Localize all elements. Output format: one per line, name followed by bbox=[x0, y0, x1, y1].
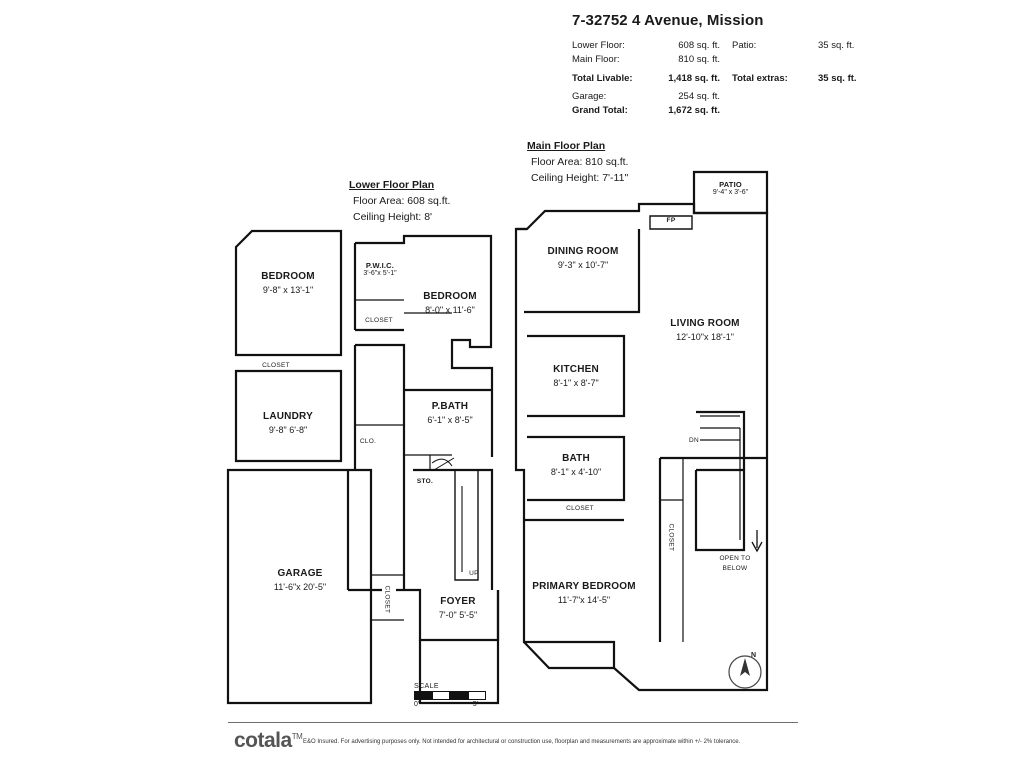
room-name: LIVING ROOM bbox=[670, 318, 740, 329]
scale-min: 0' bbox=[414, 701, 420, 708]
room-name: KITCHEN bbox=[553, 364, 599, 375]
room-label-kitchen bbox=[528, 363, 624, 389]
compass-icon bbox=[729, 656, 761, 688]
room-dims: 9'-8" x 13'-1" bbox=[262, 284, 314, 295]
scale-max: 5' bbox=[472, 701, 478, 708]
label-down: DN bbox=[689, 437, 699, 444]
area-label: Garage: bbox=[572, 91, 607, 103]
room-dims: 9'-3" x 10'-7" bbox=[557, 259, 609, 270]
room-name: PRIMARY BEDROOM bbox=[532, 581, 636, 592]
room-dims: 9'-4" x 3'-6" bbox=[712, 189, 749, 196]
label-clo: CLO. bbox=[359, 438, 377, 445]
lower-floor-ceiling: Ceiling Height: 8' bbox=[353, 210, 433, 223]
room-label-foyer bbox=[418, 595, 498, 621]
room-name: P.W.I.C. bbox=[365, 261, 395, 270]
room-label-living-room bbox=[641, 317, 769, 343]
room-label-garage bbox=[240, 567, 360, 593]
room-dims: 3'-6"x 5'-1" bbox=[363, 270, 397, 277]
room-dims: 9'-8" 6'-8" bbox=[268, 424, 308, 435]
room-name: FOYER bbox=[440, 596, 476, 607]
room-name: BEDROOM bbox=[423, 291, 477, 302]
room-name: P.BATH bbox=[431, 401, 469, 412]
room-dims: 11'-7"x 14'-5" bbox=[557, 594, 611, 605]
area-value: 1,418 sq. ft. bbox=[668, 72, 720, 84]
room-label-powder-bath bbox=[404, 400, 496, 426]
scale-segment bbox=[432, 691, 450, 700]
page-title: 7-32752 4 Avenue, Mission bbox=[572, 12, 764, 29]
footer-divider bbox=[228, 722, 798, 723]
label-storage: STO. bbox=[416, 478, 434, 485]
main-floor-plan-title: Main Floor Plan bbox=[527, 140, 606, 152]
room-name: DINING ROOM bbox=[547, 246, 619, 257]
extra-value: 35 sq. ft. bbox=[818, 72, 857, 84]
scale-numbers bbox=[414, 701, 478, 708]
lower-floor-area: Floor Area: 608 sq.ft. bbox=[353, 194, 451, 207]
room-label-patio bbox=[694, 180, 767, 196]
area-label: Grand Total: bbox=[572, 105, 628, 117]
room-label-primary-bedroom bbox=[514, 580, 654, 606]
label-closet-main: CLOSET bbox=[566, 505, 594, 512]
room-label-laundry bbox=[238, 410, 338, 436]
logo-text: cotala bbox=[234, 729, 292, 752]
room-dims: 12'-10"x 18'-1" bbox=[676, 331, 734, 342]
room-label-dining-room bbox=[528, 245, 638, 271]
room-dims: 7'-0" 5'-5" bbox=[438, 609, 478, 620]
room-dims: 8'-0" x 11'-6" bbox=[425, 304, 475, 315]
scale-segment bbox=[414, 691, 432, 700]
room-name: GARAGE bbox=[277, 568, 323, 579]
main-floor-ceiling: Ceiling Height: 7'-11" bbox=[531, 171, 629, 184]
label-closet-bedroom1: CLOSET bbox=[262, 362, 290, 369]
scale-segment bbox=[450, 691, 468, 700]
area-value: 254 sq. ft. bbox=[678, 91, 720, 103]
area-label: Total Livable: bbox=[572, 72, 633, 84]
room-name: LAUNDRY bbox=[263, 411, 313, 422]
room-label-pwic bbox=[357, 261, 403, 279]
room-dims: 6'-1" x 8'-5" bbox=[427, 414, 473, 425]
open-to-below-line2: BELOW bbox=[722, 564, 748, 572]
room-label-bedroom-lower-2 bbox=[400, 290, 500, 316]
label-closet-side: CLOSET bbox=[667, 523, 675, 552]
cotala-logo bbox=[234, 729, 302, 753]
label-closet-foyer: CLOSET bbox=[383, 585, 391, 614]
main-floor-area: Floor Area: 810 sq.ft. bbox=[531, 155, 629, 168]
scale-segments bbox=[414, 691, 486, 700]
room-name: BATH bbox=[562, 453, 590, 464]
label-open-to-below bbox=[704, 554, 766, 574]
disclaimer-text: E&O Insured. For advertising purposes only. Not intended for architectural or construction use, floorplan and measurements are approximate within +/- 2% tolerance. bbox=[303, 739, 741, 745]
logo-trademark: TM bbox=[291, 732, 303, 741]
extra-label: Total extras: bbox=[732, 72, 788, 84]
room-dims: 8'-1" x 8'-7" bbox=[553, 377, 599, 388]
scale-label: SCALE bbox=[414, 683, 439, 690]
compass-north-label: N bbox=[751, 652, 757, 659]
room-label-bedroom-lower-1 bbox=[238, 270, 338, 296]
room-label-bath bbox=[528, 452, 624, 478]
extra-label: Patio: bbox=[732, 40, 757, 51]
extra-value: 35 sq. ft. bbox=[818, 40, 855, 51]
label-closet-pwic: CLOSET bbox=[365, 317, 393, 324]
area-label: Lower Floor: bbox=[572, 40, 625, 51]
room-dims: 8'-1" x 4'-10" bbox=[550, 466, 602, 477]
scale-bar bbox=[414, 683, 486, 708]
open-to-below-line1: OPEN TO bbox=[719, 555, 751, 562]
area-label: Main Floor: bbox=[572, 53, 620, 65]
area-value: 608 sq. ft. bbox=[678, 40, 720, 51]
room-name: PATIO bbox=[719, 180, 742, 189]
label-up: UP bbox=[469, 570, 479, 577]
room-name: BEDROOM bbox=[261, 271, 315, 282]
area-value: 810 sq. ft. bbox=[678, 53, 720, 65]
area-value: 1,672 sq. ft. bbox=[668, 105, 720, 117]
label-fireplace: FP bbox=[666, 217, 676, 224]
room-dims: 11'-6"x 20'-5" bbox=[273, 581, 327, 592]
scale-segment bbox=[468, 691, 486, 700]
lower-floor-plan-title: Lower Floor Plan bbox=[349, 179, 435, 191]
